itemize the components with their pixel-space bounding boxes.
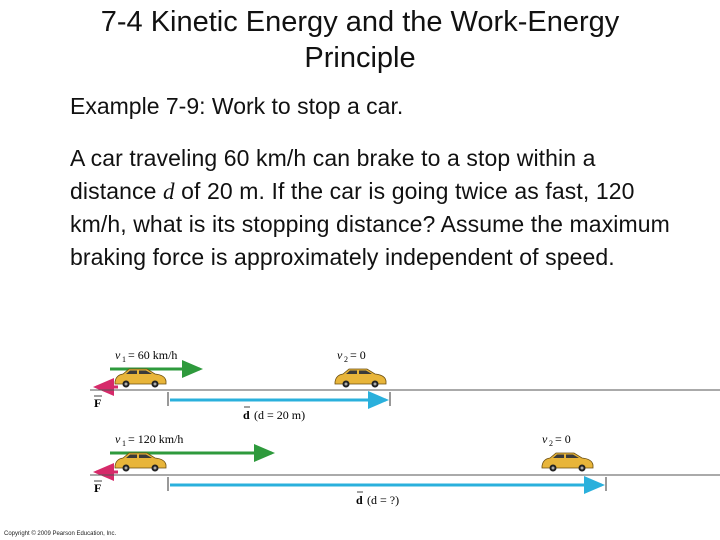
car-start-2 xyxy=(115,453,166,472)
force-label-1: F xyxy=(94,396,102,410)
v1-value-1: = 60 km/h xyxy=(128,348,178,362)
svg-text:v: v xyxy=(115,348,121,362)
distance-variable: d xyxy=(162,178,175,204)
v2-label-1 xyxy=(337,348,366,364)
problem-text-part-2: of 20 m. If the car is going twice as fast, 120 km/h, what is its stopping distance? Assume the maximum braking force is approximately independent of speed. xyxy=(70,177,670,270)
example-heading: Example 7-9: Work to stop a car. xyxy=(70,93,404,119)
svg-text:1: 1 xyxy=(122,439,126,448)
svg-text:2: 2 xyxy=(549,439,553,448)
v2-label-2 xyxy=(542,432,571,448)
scenario-2 xyxy=(90,432,720,507)
distance-label-1: (d = 20 m) xyxy=(254,408,306,422)
svg-text:v: v xyxy=(337,348,343,362)
v2-value-1: = 0 xyxy=(350,348,366,362)
distance-label-2: (d = ?) xyxy=(367,493,400,507)
svg-text:1: 1 xyxy=(122,355,126,364)
problem-text xyxy=(70,142,670,273)
v1-value-2: = 120 km/h xyxy=(128,432,184,446)
braking-figure xyxy=(0,340,720,530)
scenario-1 xyxy=(90,348,720,422)
v1-label-2 xyxy=(115,432,183,448)
svg-text:v: v xyxy=(542,432,548,446)
v1-label-1 xyxy=(115,348,177,364)
slide-title-line-1: 7-4 Kinetic Energy and the Work-Energy xyxy=(100,6,620,38)
force-label-2: F xyxy=(94,481,102,495)
car-stop-2 xyxy=(542,453,593,472)
car-start-1 xyxy=(115,369,166,388)
v2-value-2: = 0 xyxy=(555,432,571,446)
svg-text:v: v xyxy=(115,432,121,446)
car-stop-1 xyxy=(335,369,386,388)
svg-text:d: d xyxy=(243,408,250,422)
problem-text-part-1: A car traveling 60 km/h can brake to a stop within a distance xyxy=(70,145,596,204)
svg-text:2: 2 xyxy=(344,355,348,364)
svg-text:d: d xyxy=(356,493,363,507)
slide-title xyxy=(0,4,720,76)
slide-title-line-2: Principle xyxy=(304,42,416,74)
copyright-notice: Copyright © 2009 Pearson Education, Inc. xyxy=(4,531,117,537)
